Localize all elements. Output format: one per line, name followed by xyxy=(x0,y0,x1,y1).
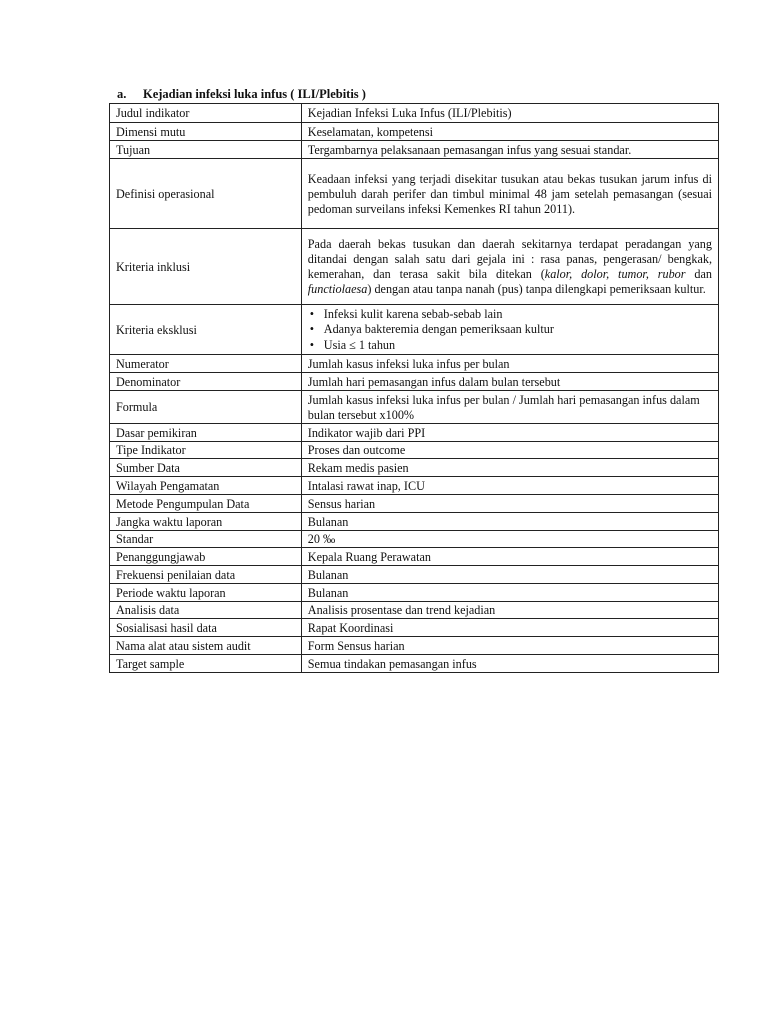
table-row xyxy=(110,495,719,513)
row-label: Tipe Indikator xyxy=(110,442,302,459)
row-label: Tujuan xyxy=(110,141,302,159)
row-label: Penanggungjawab xyxy=(110,548,302,566)
row-label: Wilayah Pengamatan xyxy=(110,477,302,495)
row-label: Frekuensi penilaian data xyxy=(110,566,302,584)
table-row xyxy=(110,373,719,391)
row-label: Metode Pengumpulan Data xyxy=(110,495,302,513)
indicator-table xyxy=(109,103,719,673)
row-value: Keselamatan, kompetensi xyxy=(301,123,718,141)
row-label: Kriteria eksklusi xyxy=(110,305,302,355)
row-label: Kriteria inklusi xyxy=(110,229,302,305)
value-text: dan xyxy=(685,267,712,281)
table-row xyxy=(110,566,719,584)
row-label: Dimensi mutu xyxy=(110,123,302,141)
table-row xyxy=(110,442,719,459)
section-title: Kejadian infeksi luka infus ( ILI/Plebitis ) xyxy=(143,87,366,101)
value-text: Pada daerah bekas tusukan dan daerah sekitarnya terdapat peradangan yang ditandai dengan salah satu dari gejala ini : rasa panas, pengerasan/ bengkak, kemerahan, dan terasa sakit bila ditekan ( xyxy=(307,237,712,281)
table-row xyxy=(110,123,719,141)
table-row xyxy=(110,655,719,673)
table-row xyxy=(110,637,719,655)
row-value: Jumlah kasus infeksi luka infus per bulan xyxy=(301,355,718,373)
row-value: Jumlah hari pemasangan infus dalam bulan tersebut xyxy=(301,373,718,391)
row-value: Intalasi rawat inap, ICU xyxy=(301,477,718,495)
table-row xyxy=(110,477,719,495)
table-row xyxy=(110,424,719,442)
table-row xyxy=(110,548,719,566)
row-label: Numerator xyxy=(110,355,302,373)
row-value: Semua tindakan pemasangan infus xyxy=(301,655,718,673)
row-value: Kejadian Infeksi Luka Infus (ILI/Plebitis) xyxy=(301,104,718,123)
row-value: Bulanan xyxy=(301,584,718,602)
row-value xyxy=(301,305,718,355)
row-value xyxy=(301,229,718,305)
table-row xyxy=(110,104,719,123)
table-row xyxy=(110,305,719,355)
row-label: Sosialisasi hasil data xyxy=(110,619,302,637)
section-heading xyxy=(117,87,366,102)
table-row xyxy=(110,531,719,548)
row-value: Keadaan infeksi yang terjadi disekitar tusukan atau bekas tusukan jarum infus di pembuluh darah perifer dan timbul minimal 48 jam setelah pemasangan (sesuai pedoman surveilans infeksi Kemenkes RI tahun 2011). xyxy=(301,159,718,229)
table-row xyxy=(110,355,719,373)
table-row xyxy=(110,391,719,424)
table-row xyxy=(110,584,719,602)
row-label: Jangka waktu laporan xyxy=(110,513,302,531)
row-value: Tergambarnya pelaksanaan pemasangan infus yang sesuai standar. xyxy=(301,141,718,159)
table-row xyxy=(110,513,719,531)
bullet-item: • Infeksi kulit karena sebab-sebab lain xyxy=(324,307,712,323)
table-row xyxy=(110,229,719,305)
row-label: Denominator xyxy=(110,373,302,391)
row-value: Bulanan xyxy=(301,513,718,531)
row-value: Rekam medis pasien xyxy=(301,459,718,477)
bullet-item: • Adanya bakteremia dengan pemeriksaan kultur xyxy=(324,322,712,338)
value-italic: functiolaesa xyxy=(307,282,368,296)
row-value: Kepala Ruang Perawatan xyxy=(301,548,718,566)
table-row xyxy=(110,619,719,637)
row-label: Target sample xyxy=(110,655,302,673)
row-value: Rapat Koordinasi xyxy=(301,619,718,637)
table-row xyxy=(110,141,719,159)
row-label: Dasar pemikiran xyxy=(110,424,302,442)
row-value: 20 ‰ xyxy=(301,531,718,548)
row-label: Nama alat atau sistem audit xyxy=(110,637,302,655)
value-italic: kalor, dolor, tumor, rubor xyxy=(544,267,686,281)
table-row xyxy=(110,602,719,619)
row-label: Formula xyxy=(110,391,302,424)
bullet-item: • Usia ≤ 1 tahun xyxy=(324,338,712,354)
row-value: Form Sensus harian xyxy=(301,637,718,655)
row-value: Proses dan outcome xyxy=(301,442,718,459)
row-label: Judul indikator xyxy=(110,104,302,123)
table-row xyxy=(110,159,719,229)
row-value: Analisis prosentase dan trend kejadian xyxy=(301,602,718,619)
row-value: Sensus harian xyxy=(301,495,718,513)
row-label: Sumber Data xyxy=(110,459,302,477)
table-row xyxy=(110,459,719,477)
row-label: Periode waktu laporan xyxy=(110,584,302,602)
row-label: Analisis data xyxy=(110,602,302,619)
row-label: Standar xyxy=(110,531,302,548)
value-text: ) dengan atau tanpa nanah (pus) tanpa dilengkapi pemeriksaan kultur. xyxy=(367,282,706,296)
bullet-list xyxy=(308,307,712,354)
row-label: Definisi operasional xyxy=(110,159,302,229)
section-number: a. xyxy=(117,87,127,101)
row-value: Jumlah kasus infeksi luka infus per bulan / Jumlah hari pemasangan infus dalam bulan tersebut x100% xyxy=(301,391,718,424)
row-value: Indikator wajib dari PPI xyxy=(301,424,718,442)
row-value: Bulanan xyxy=(301,566,718,584)
